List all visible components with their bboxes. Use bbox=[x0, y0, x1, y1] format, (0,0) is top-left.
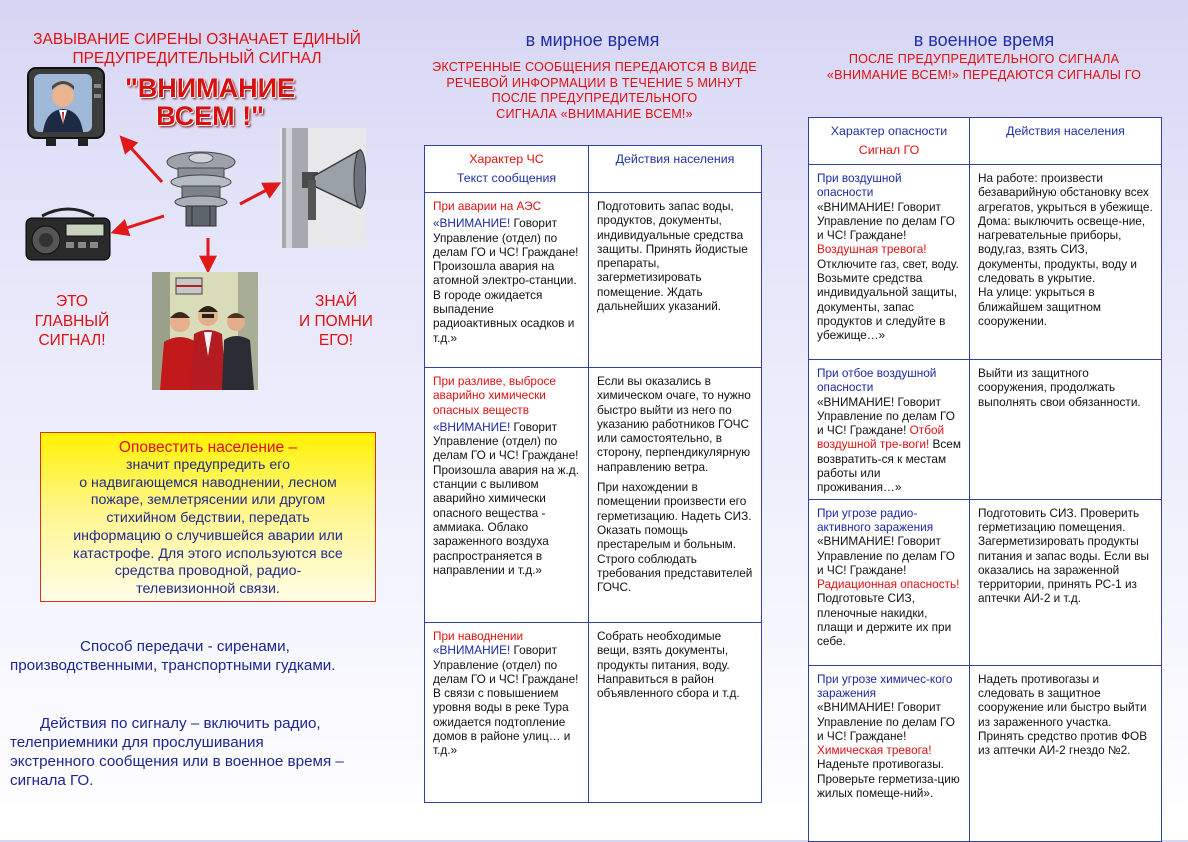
war-col2-header: Действия населения bbox=[970, 118, 1162, 165]
peace-col2-header: Действия населения bbox=[589, 146, 762, 193]
know-remember-text: ЗНАЙ И ПОМНИ ЕГО! bbox=[299, 293, 373, 349]
signal-arrows bbox=[100, 120, 300, 280]
people-illustration bbox=[152, 272, 258, 390]
radio-illustration bbox=[24, 206, 112, 264]
table-row: При угрозе химичес-кого заражения «ВНИМАНИЕ! Говорит Управление по делам ГО и ЧС! Граждане! Химическая тревога! Наденьте противогазы. Проверьте герметиза-цию жилых помеще-ний». Надеть противогазы и следовать в защитное сооружение или быстро выйти из зараженного участка. Принять средство против ФОВ из аптечки АИ-2 гнездо №2. bbox=[809, 665, 1162, 841]
table-row: При воздушной опасности «ВНИМАНИЕ! Говорит Управление по делам ГО и ЧС! Граждане! Воздушная тревога! Отключите газ, свет, воду. Возьмите средства индивидуальной защиты, документы, запас продуктов и следуйте в убежище…» На работе: произвести безаварийную обстановку всех агрегатов, укрыться в убежище. Дома: выключить освеще-ние, нагревательные приборы, воду,газ, взять СИЗ, документы, продукты, воду и следовать в укрытие. На улице: укрыться в ближайшем защитном сооружении. bbox=[809, 165, 1162, 360]
transmission-method-text: Способ передачи - сиренами, производственными, транспортными гудками. bbox=[10, 638, 336, 674]
siren-title: ЗАВЫВАНИЕ СИРЕНЫ ОЗНАЧАЕТ ЕДИНЫЙ ПРЕДУПРЕДИТЕЛЬНЫЙ СИГНАЛ bbox=[33, 31, 361, 67]
war-col1-header: Характер опасности Сигнал ГО bbox=[809, 118, 970, 165]
table-row: При наводнении «ВНИМАНИЕ! Говорит Управление (отдел) по делам ГО и ЧС! Граждане! В связи с повышением уровня воды в реке Тура ожидается подтопление домов в районе улиц… и т.д.» Собрать необходимые вещи, взять документы, продукты питания, воду. Направиться в район объявленного сбора и т.д. bbox=[425, 623, 762, 803]
war-time-table bbox=[808, 117, 1162, 842]
peace-time-title: в мирное время bbox=[525, 30, 660, 50]
main-signal-text: ЭТО ГЛАВНЫЙ СИГНАЛ! bbox=[34, 293, 110, 349]
peace-time-table bbox=[424, 145, 762, 803]
war-time-title: в военное время bbox=[913, 30, 1055, 50]
signal-actions-text: Действия по сигналу – включить радио, телеприемники для прослушивания экстренного сообщения или в военное время – сигнала ГО. bbox=[10, 715, 344, 789]
peace-col1-header: Характер ЧС Текст сообщения bbox=[425, 146, 589, 193]
table-header-row bbox=[809, 118, 1162, 165]
table-row: При разливе, выбросе аварийно химически опасных веществ «ВНИМАНИЕ! Говорит Управление (отдел) по делам ГО и ЧС! Граждане! Произошла авария на ж.д. станции с выливом аварийно химически опасного вещества - аммиака. Облако зараженного воздуха распространяется в направлении и т.д.» Если вы оказались в химическом очаге, то нужно быстро выйти из него по указанию работников ГОЧС или самостоятельно, в сторону, перпендикулярную направлению ветра. При нахождении в помещении произвести его герметизацию. Надеть СИЗ. Оказать помощь престарелым и больным. Строго соблюдать требования представителей ГОЧС. bbox=[425, 368, 762, 623]
table-row: При угрозе радио-активного заражения «ВНИМАНИЕ! Говорит Управление по делам ГО и ЧС! Граждане! Радиационная опасность! Подготовьте СИЗ, пленочные накидки, плащи и держите их при себе. Подготовить СИЗ. Проверить герметизацию помещения. Загерметизировать продукты питания и запас воды. Если вы оказались на зараженной территории, принять РС-1 из аптечки АИ-2 и т.д. bbox=[809, 499, 1162, 665]
notice-heading: Оповестить население – bbox=[118, 439, 298, 456]
attention-all-title: "ВНИМАНИЕ ВСЕМ !" bbox=[124, 73, 296, 131]
tv-illustration bbox=[26, 64, 108, 148]
table-row: При аварии на АЭС «ВНИМАНИЕ! Говорит Управление (отдел) по делам ГО и ЧС! Граждане! Произошла авария на атомной электро-станции. В городе ожидается выпадение радиоактивных осадков и т.д.» Подготовить запас воды, продуктов, документы, индивидуальные средства защиты. Принять йодистые препараты, загерметизировать помещение. Ждать дальнейших указаний. bbox=[425, 193, 762, 368]
table-header-row bbox=[425, 146, 762, 193]
notify-population-box: Оповестить население – значит предупредить его о надвигающемся наводнении, лесном пожаре, землетрясении или другом стихийном бедствии, передать информацию о случившейся аварии или катастрофе. Для этого используются все средства проводной, радио- телевизионной связи. bbox=[40, 432, 376, 602]
war-time-subtitle: ПОСЛЕ ПРЕДУПРЕДИТЕЛЬНОГО СИГНАЛА «ВНИМАНИЕ ВСЕМ!» ПЕРЕДАЮТСЯ СИГНАЛЫ ГО bbox=[826, 52, 1142, 82]
peace-time-subtitle: ЭКСТРЕННЫЕ СООБЩЕНИЯ ПЕРЕДАЮТСЯ В ВИДЕ РЕЧЕВОЙ ИНФОРМАЦИИ В ТЕЧЕНИЕ 5 МИНУТ ПОСЛЕ ПРЕДУПРЕДИТЕЛЬНОГО СИГНАЛА «ВНИМАНИЕ ВСЕМ!» bbox=[432, 60, 757, 121]
table-row: При отбое воздушной опасности «ВНИМАНИЕ! Говорит Управление по делам ГО и ЧС! Граждане! Отбой воздушной тре-воги! Всем возвратить-ся к местам работы или проживания…» Выйти из защитного сооружения, продолжать выполнять свои обязанности. bbox=[809, 360, 1162, 500]
